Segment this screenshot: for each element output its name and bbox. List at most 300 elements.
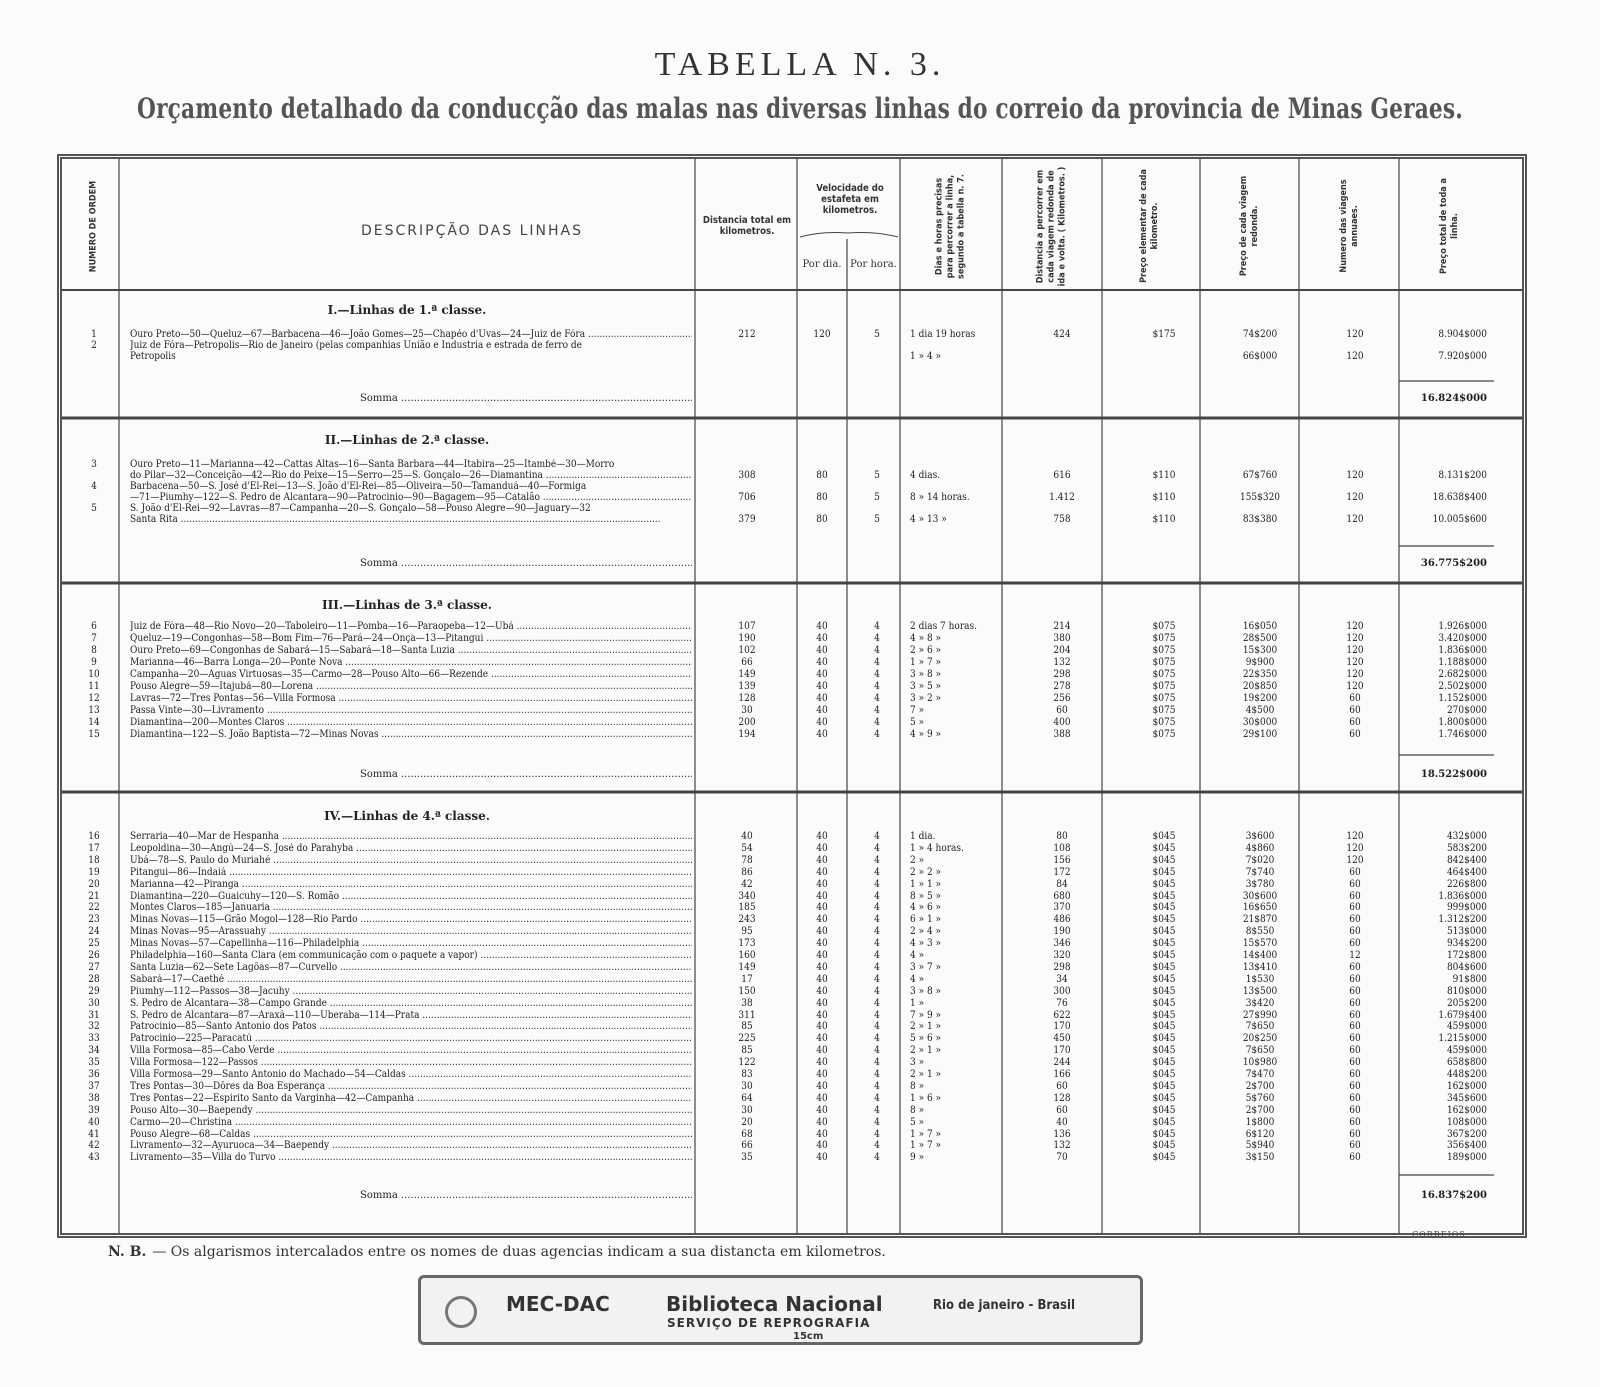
cell-tot: 513$000: [1446, 926, 1487, 938]
cell-ph: 4: [874, 1104, 880, 1116]
cell-ph: 4: [874, 1021, 880, 1033]
cell-k: 30: [741, 1080, 753, 1092]
cell-r: 70: [1056, 1152, 1068, 1164]
cell-nv: 120: [1346, 514, 1364, 525]
cell-tot: 1.679$400: [1438, 1009, 1487, 1021]
cell-r: 300: [1053, 985, 1071, 997]
cell-k: 30: [741, 705, 753, 716]
cell-k: 66: [741, 1140, 753, 1152]
cell-d: Minas Novas—115—Grão Mogol—128—Rio Pardo .....: [130, 914, 692, 926]
somma-row: [62, 1189, 1522, 1203]
cell-tot: 1.836$000: [1438, 645, 1487, 656]
cell-k: 200: [738, 717, 756, 728]
cell-n: 23: [88, 914, 100, 926]
table-row: [62, 669, 1522, 681]
table-row: [62, 986, 1522, 998]
cell-tot: 464$400: [1446, 866, 1487, 878]
cell-ph: 4: [874, 914, 880, 926]
cell-pv: 5$940: [1245, 1140, 1275, 1152]
cell-t: 3 » 2 »: [910, 693, 942, 704]
cell-d: Villa Formosa—122—Passos .....: [130, 1057, 692, 1069]
cell-ph: 4: [874, 866, 880, 878]
cell-n: 40: [88, 1116, 100, 1128]
cell-t: 6 » 1 »: [910, 914, 942, 926]
cell-pd: 40: [816, 705, 828, 716]
header-preco-viagem: Preço de cada viagem redonda.: [1239, 175, 1260, 277]
cell-t: 1 » 7 »: [910, 657, 942, 668]
cell-pd: 40: [816, 1057, 828, 1069]
cell-ph: 4: [874, 985, 880, 997]
cell-nv: 120: [1346, 854, 1364, 866]
cell-t: 5 »: [910, 1116, 925, 1128]
correios-mark: CORREIOS.: [1412, 1230, 1470, 1239]
cell-ph: 4: [874, 938, 880, 950]
table-row: [62, 681, 1522, 693]
cell-k: 379: [738, 514, 756, 525]
cell-nv: 120: [1346, 492, 1364, 503]
cell-pv: 15$570: [1242, 938, 1278, 950]
cell-n: 41: [88, 1128, 100, 1140]
cell-ph: 4: [874, 657, 880, 668]
cell-d: Villa Formosa—85—Cabo Verde .....: [130, 1045, 692, 1057]
cell-tot: 226$800: [1446, 878, 1487, 890]
cell-k: 64: [741, 1092, 753, 1104]
cell-t: 4 »: [910, 973, 925, 985]
cell-ph: 4: [874, 717, 880, 728]
cell-r: 424: [1053, 329, 1071, 340]
cell-pk: $045: [1152, 1021, 1176, 1033]
table-row: [62, 693, 1522, 705]
cell-pd: 120: [813, 329, 831, 340]
cell-d: Santa Rita .....: [130, 514, 692, 526]
cell-tot: 2.682$000: [1438, 669, 1487, 680]
cell-pv: 10$980: [1242, 1057, 1278, 1069]
section-title: IV.—Linhas de 4.ª classe.: [324, 809, 490, 823]
cell-ph: 5: [874, 329, 880, 340]
document-title: TABELLA N. 3.: [654, 46, 946, 83]
cell-r: 128: [1053, 1092, 1071, 1104]
ring-icon: [445, 1296, 477, 1328]
cell-k: 54: [741, 842, 753, 854]
cell-pk: $045: [1152, 973, 1176, 985]
cell-r: 190: [1053, 926, 1071, 938]
table-row: [62, 1105, 1522, 1117]
cell-pv: 7$650: [1245, 1045, 1275, 1057]
cell-pk: $045: [1152, 997, 1176, 1009]
budget-table: [57, 154, 1527, 1238]
cell-nv: 60: [1349, 1140, 1361, 1152]
cell-pd: 40: [816, 961, 828, 973]
cell-n: 12: [88, 693, 100, 704]
table-row: [62, 891, 1522, 903]
cell-nv: 120: [1346, 470, 1364, 481]
cell-ph: 4: [874, 681, 880, 692]
cell-t: 8 »: [910, 1104, 925, 1116]
cell-t: 1 » 7 »: [910, 1128, 942, 1140]
cell-nv: 60: [1349, 985, 1361, 997]
table-row: [62, 867, 1522, 879]
cell-pd: 40: [816, 985, 828, 997]
cell-n: 25: [88, 938, 100, 950]
cell-tot: 1.188$000: [1438, 657, 1487, 668]
cell-tot: 162$000: [1446, 1104, 1487, 1116]
cell-ph: 4: [874, 1080, 880, 1092]
header-dias-horas: Dias e horas precisas para percorrer a linha, segundo a tabella n. 7.: [934, 174, 967, 279]
table-row: [62, 914, 1522, 926]
cell-nv: 60: [1349, 1152, 1361, 1164]
cell-pk: $045: [1152, 926, 1176, 938]
cell-d: do Pilar—32—Conceição—42—Rio do Peixe—15—Serro—25—S. Gonçalo—26—Diamantina .....: [130, 470, 692, 482]
cell-d: Serraria—40—Mar de Hespanha .....: [130, 831, 692, 843]
somma-row: [62, 557, 1522, 571]
cell-r: 132: [1053, 657, 1071, 668]
cell-pd: 40: [816, 1092, 828, 1104]
cell-pd: 40: [816, 854, 828, 866]
cell-pk: $110: [1152, 514, 1176, 525]
cell-ph: 4: [874, 1092, 880, 1104]
cell-n: 14: [88, 717, 100, 728]
cell-pd: 40: [816, 729, 828, 740]
cell-ph: 4: [874, 1140, 880, 1152]
section-title: II.—Linhas de 2.ª classe.: [324, 433, 490, 447]
cell-pk: $075: [1152, 729, 1176, 740]
table-row: [62, 633, 1522, 645]
cell-pd: 40: [816, 1080, 828, 1092]
cell-tot: 270$000: [1446, 705, 1487, 716]
cell-n: 39: [88, 1104, 100, 1116]
cell-ph: 4: [874, 831, 880, 842]
somma-row: [62, 768, 1522, 782]
table-row: [62, 879, 1522, 891]
cell-nv: 60: [1349, 961, 1361, 973]
cell-r: 400: [1053, 717, 1071, 728]
cell-pv: 4$860: [1245, 842, 1275, 854]
cell-r: 84: [1056, 878, 1068, 890]
cell-tot: 8.131$200: [1438, 470, 1487, 481]
cell-t: 1 » 4 »: [910, 351, 942, 362]
cell-tot: 189$000: [1446, 1152, 1487, 1164]
cell-nv: 60: [1349, 1021, 1361, 1033]
cell-r: 486: [1053, 914, 1071, 926]
cell-ph: 4: [874, 854, 880, 866]
cell-nv: 60: [1349, 866, 1361, 878]
cell-tot: 583$200: [1446, 842, 1487, 854]
cell-pk: $045: [1152, 985, 1176, 997]
cell-n: 37: [88, 1080, 100, 1092]
cell-d: Passa Vinte—30—Livramento .....: [130, 705, 692, 717]
cell-k: 225: [738, 1033, 756, 1045]
cell-pv: 16$050: [1242, 621, 1278, 632]
table-row: [62, 1057, 1522, 1069]
cell-pk: $045: [1152, 1069, 1176, 1080]
cell-k: 311: [738, 1009, 756, 1021]
cell-nv: 12: [1349, 950, 1361, 961]
table-row: [62, 514, 1522, 526]
cell-r: 1.412: [1049, 492, 1075, 503]
cell-pd: 40: [816, 1069, 828, 1080]
cell-nv: 120: [1346, 645, 1364, 656]
cell-pv: 22$350: [1242, 669, 1278, 680]
cell-d: Livramento—32—Ayuruoca—34—Baependy .....: [130, 1140, 692, 1152]
cell-d: Juiz de Fóra—Petropolis—Rio de Janeiro (pelas companhias União e Industria e estrada de ferro de: [130, 340, 582, 351]
cell-pd: 40: [816, 1045, 828, 1057]
cell-pv: 67$760: [1242, 470, 1278, 481]
cell-k: 160: [738, 950, 756, 961]
cell-n: 2: [91, 340, 97, 351]
cell-ph: 4: [874, 890, 880, 902]
cell-d: Pouso Alto—30—Baependy .....: [130, 1105, 692, 1117]
cell-pk: $045: [1152, 961, 1176, 973]
cell-tot: 356$400: [1446, 1140, 1487, 1152]
cell-pk: $075: [1152, 693, 1176, 704]
cell-pk: $045: [1152, 1140, 1176, 1152]
cell-r: 298: [1053, 669, 1071, 680]
cell-pd: 40: [816, 842, 828, 854]
table-row: [62, 926, 1522, 938]
cell-pd: 40: [816, 1152, 828, 1164]
cell-n: 33: [88, 1033, 100, 1045]
table-row: [62, 645, 1522, 657]
somma-total: 36.775$200: [1420, 558, 1487, 569]
cell-pk: $045: [1152, 938, 1176, 950]
cell-pk: $045: [1152, 1152, 1176, 1164]
cell-n: 32: [88, 1021, 100, 1033]
cell-t: 3 » 5 »: [910, 681, 942, 692]
cell-r: 170: [1053, 1045, 1071, 1057]
somma-label: Somma .....: [360, 1189, 692, 1203]
cell-k: 102: [738, 645, 756, 656]
cell-pk: $110: [1152, 492, 1176, 503]
header-preco-total: Preço total de toda a linha.: [1439, 177, 1460, 275]
cell-r: 170: [1053, 1021, 1071, 1033]
cell-tot: 658$800: [1446, 1057, 1487, 1069]
cell-pd: 80: [816, 470, 828, 481]
table-row: [62, 1045, 1522, 1057]
cell-k: 85: [741, 1021, 753, 1033]
cell-t: 2 » 4 »: [910, 926, 942, 938]
cell-pk: $075: [1152, 669, 1176, 680]
cell-r: 758: [1053, 514, 1071, 525]
cell-pv: 20$250: [1242, 1033, 1278, 1045]
cell-tot: 162$000: [1446, 1080, 1487, 1092]
cell-pv: 9$900: [1245, 657, 1275, 668]
cell-k: 107: [738, 621, 756, 632]
cell-t: 1 dia.: [910, 831, 936, 842]
cell-tot: 8.904$000: [1438, 329, 1487, 340]
cell-d: Ouro Preto—11—Marianna—42—Cattas Altas—16—Santa Barbara—44—Itabira—25—Itambé—30—Morro: [130, 459, 615, 470]
header-por-hora: Por hora.: [850, 259, 897, 270]
cell-r: 616: [1053, 470, 1071, 481]
cell-tot: 842$400: [1446, 854, 1487, 866]
cell-pk: $075: [1152, 681, 1176, 692]
cell-pk: $045: [1152, 866, 1176, 878]
cell-tot: 1.215$000: [1438, 1033, 1487, 1045]
cell-pk: $075: [1152, 705, 1176, 716]
cell-d: Diamantina—122—S. João Baptista—72—Minas Novas .....: [130, 729, 692, 741]
cell-tot: 91$800: [1452, 973, 1487, 985]
cell-pd: 40: [816, 914, 828, 926]
table-row: [62, 1081, 1522, 1093]
cell-k: 20: [741, 1116, 753, 1128]
cell-d: Minas Novas—57—Capellinha—116—Philadelphia .....: [130, 938, 692, 950]
cell-d: Ubá—78—S. Paulo do Muriahé .....: [130, 855, 692, 867]
cell-pd: 40: [816, 693, 828, 704]
cell-t: 1 » 7 »: [910, 1140, 942, 1152]
cell-k: 85: [741, 1045, 753, 1057]
cell-d: S. Pedro de Alcantara—38—Campo Grande .....: [130, 998, 692, 1010]
cell-pk: $075: [1152, 621, 1176, 632]
cell-d: —71—Piumhy—122—S. Pedro de Alcantara—90—Patrocinio—90—Bagagem—95—Catalão .....: [130, 492, 692, 504]
cell-tot: 459$000: [1446, 1045, 1487, 1057]
cell-nv: 60: [1349, 902, 1361, 914]
cell-d: Barbacena—50—S. José d'El-Rei—13—S. João d'El-Rei—85—Oliveira—50—Tamanduá—40—Formiga: [130, 481, 587, 492]
table-row: [62, 1140, 1522, 1152]
cell-k: 95: [741, 926, 753, 938]
cell-pd: 40: [816, 831, 828, 842]
cell-t: 2 » 1 »: [910, 1045, 942, 1057]
cell-ph: 4: [874, 961, 880, 973]
cell-n: 42: [88, 1140, 100, 1152]
header-dist-redonda: Distancia a percorrer em cada viagem redonda de ida e volta. ( Kilometros. ): [1035, 166, 1068, 287]
cell-t: 1 » 1 »: [910, 878, 942, 890]
cell-pv: 66$000: [1242, 351, 1278, 362]
section-title: III.—Linhas de 3.ª classe.: [322, 598, 492, 612]
cell-pv: 19$200: [1242, 693, 1278, 704]
cell-t: 2 » 1 »: [910, 1069, 942, 1080]
table-row: [62, 717, 1522, 729]
cell-ph: 4: [874, 973, 880, 985]
cell-n: 3: [91, 459, 97, 470]
cell-ph: 4: [874, 645, 880, 656]
cell-d: Petropolis: [130, 351, 176, 362]
cell-pv: 13$410: [1242, 961, 1278, 973]
cell-n: 20: [88, 878, 100, 890]
cell-nv: 120: [1346, 351, 1364, 362]
cell-tot: 7.920$000: [1438, 351, 1487, 362]
cell-r: 256: [1053, 693, 1071, 704]
table-row: [62, 729, 1522, 741]
footnote-lead: N. B.: [108, 1244, 147, 1260]
cell-pk: $045: [1152, 950, 1176, 961]
cell-t: 5 »: [910, 717, 925, 728]
cell-nv: 120: [1346, 329, 1364, 340]
cell-tot: 367$200: [1446, 1128, 1487, 1140]
cell-t: 8 » 5 »: [910, 890, 942, 902]
cell-r: 136: [1053, 1128, 1071, 1140]
cell-r: 80: [1056, 831, 1068, 842]
cell-t: 4 » 6 »: [910, 902, 942, 914]
cell-pd: 40: [816, 997, 828, 1009]
cell-d: Diamantina—200—Montes Claros .....: [130, 717, 692, 729]
cell-r: 60: [1056, 1104, 1068, 1116]
cell-nv: 60: [1349, 1069, 1361, 1080]
cell-k: 190: [738, 633, 756, 644]
cell-k: 122: [738, 1057, 756, 1069]
cell-tot: 448$200: [1446, 1069, 1487, 1080]
cell-nv: 60: [1349, 693, 1361, 704]
cell-tot: 1.836$000: [1438, 890, 1487, 902]
cell-t: 2 dias 7 horas.: [910, 621, 977, 632]
cell-n: 38: [88, 1092, 100, 1104]
cell-ph: 4: [874, 1152, 880, 1164]
cell-k: 78: [741, 854, 753, 866]
cell-nv: 60: [1349, 1092, 1361, 1104]
cell-ph: 4: [874, 1069, 880, 1080]
cell-nv: 60: [1349, 1057, 1361, 1069]
cell-t: 4 » 3 »: [910, 938, 942, 950]
cell-tot: 10.005$600: [1432, 514, 1487, 525]
cell-pk: $045: [1152, 1057, 1176, 1069]
cell-n: 1: [91, 329, 97, 340]
cell-pd: 40: [816, 950, 828, 961]
cell-nv: 120: [1346, 669, 1364, 680]
cell-pk: $045: [1152, 1104, 1176, 1116]
cell-pv: 3$780: [1245, 878, 1275, 890]
cell-pv: 15$300: [1242, 645, 1278, 656]
cell-pv: 13$500: [1242, 985, 1278, 997]
cell-nv: 60: [1349, 926, 1361, 938]
cell-pk: $075: [1152, 645, 1176, 656]
cell-nv: 60: [1349, 973, 1361, 985]
cell-t: 2 » 1 »: [910, 1021, 942, 1033]
cell-pd: 40: [816, 866, 828, 878]
cell-t: 7 » 9 »: [910, 1009, 942, 1021]
cell-pk: $075: [1152, 717, 1176, 728]
cell-t: 1 dia 19 horas: [910, 329, 976, 340]
cell-t: 4 » 8 »: [910, 633, 942, 644]
cell-pk: $045: [1152, 914, 1176, 926]
cell-nv: 60: [1349, 1080, 1361, 1092]
table-row: [62, 1010, 1522, 1022]
cell-nv: 60: [1349, 1128, 1361, 1140]
cell-n: 4: [91, 481, 97, 492]
table-row: [62, 705, 1522, 717]
cell-pd: 40: [816, 633, 828, 644]
cell-d: Minas Novas—95—Arassuahy .....: [130, 926, 692, 938]
cell-n: 29: [88, 985, 100, 997]
cell-t: 3 » 8 »: [910, 985, 942, 997]
cell-pd: 80: [816, 514, 828, 525]
cell-ph: 4: [874, 997, 880, 1009]
cell-pv: 1$530: [1245, 973, 1275, 985]
cell-tot: 172$800: [1446, 950, 1487, 961]
cell-d: Marianna—46—Barra Longa—20—Ponte Nova .....: [130, 657, 692, 669]
cell-d: Ouro Preto—50—Queluz—67—Barbacena—46—João Gomes—25—Chapéo d'Uvas—24—Juiz de Fóra .....: [130, 329, 692, 341]
cell-n: 13: [88, 705, 100, 716]
cell-pk: $075: [1152, 633, 1176, 644]
cell-pv: 5$760: [1245, 1092, 1275, 1104]
cell-n: 5: [91, 503, 97, 514]
cell-pv: 2$700: [1245, 1104, 1275, 1116]
cell-nv: 120: [1346, 657, 1364, 668]
cell-ph: 5: [874, 470, 880, 481]
cell-nv: 120: [1346, 831, 1364, 842]
footnote: [108, 1244, 886, 1260]
cell-n: 11: [88, 681, 100, 692]
cell-pv: 4$500: [1245, 705, 1275, 716]
cell-k: 212: [738, 329, 756, 340]
cell-nv: 60: [1349, 1116, 1361, 1128]
cell-n: 27: [88, 961, 100, 973]
cell-k: 17: [741, 973, 753, 985]
cell-pv: 2$700: [1245, 1080, 1275, 1092]
cell-d: Pitangui—86—Indaiá .....: [130, 867, 692, 879]
cell-pk: $045: [1152, 831, 1176, 842]
cell-pv: 20$850: [1242, 681, 1278, 692]
table-row: [62, 938, 1522, 950]
cell-pv: 74$200: [1242, 329, 1278, 340]
cell-nv: 60: [1349, 938, 1361, 950]
